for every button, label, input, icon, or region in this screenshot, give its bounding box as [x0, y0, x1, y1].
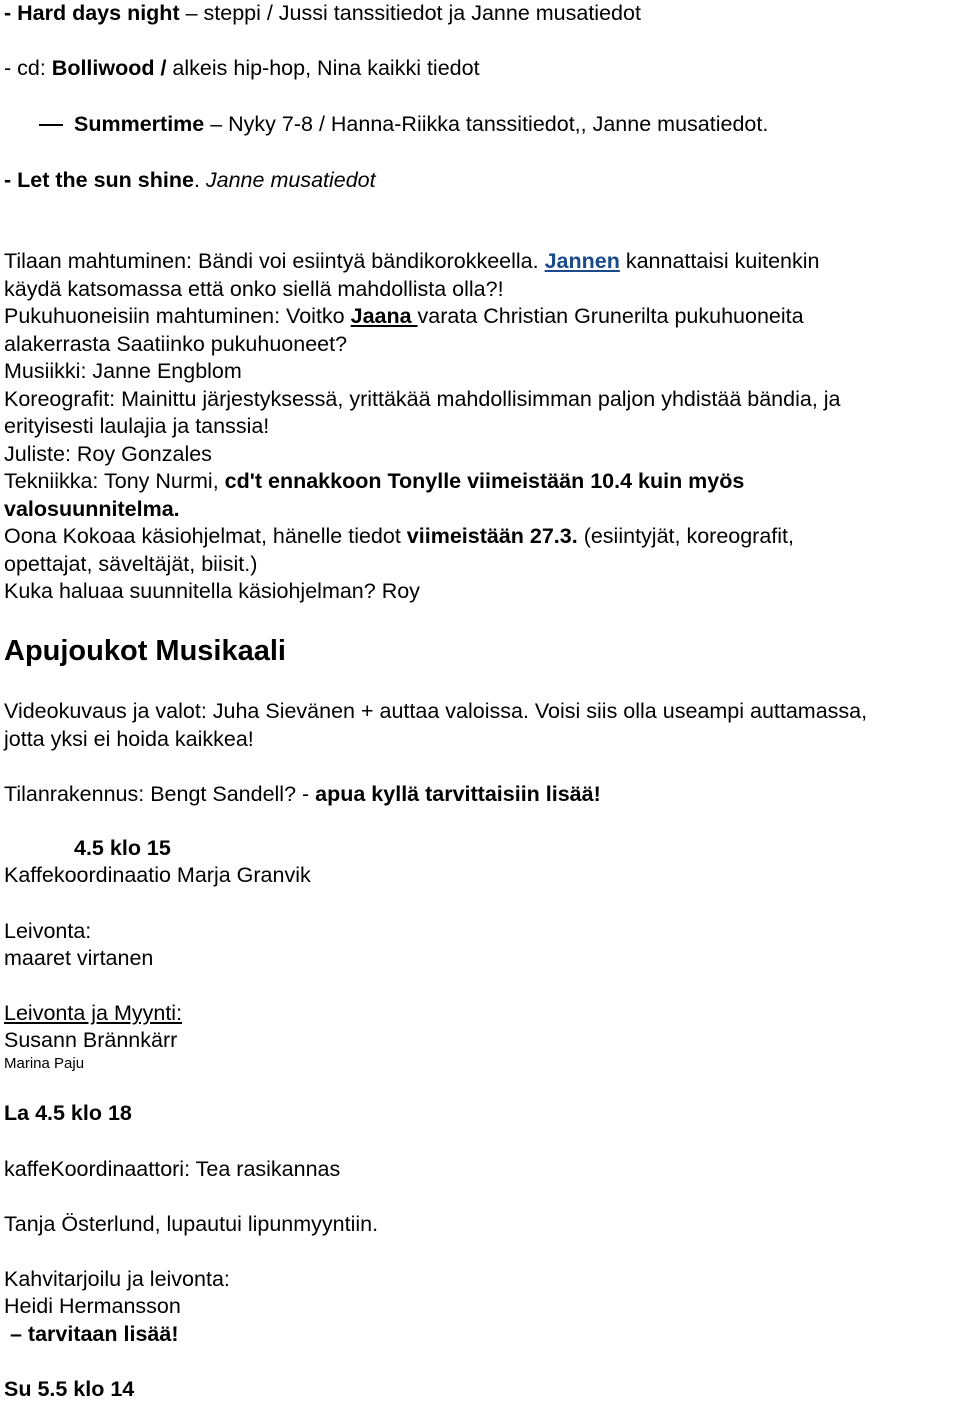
- text: Pukuhuoneisiin mahtuminen: Voitko: [4, 304, 351, 328]
- line-tekniikka: [4, 467, 744, 495]
- line-juliste: [4, 440, 212, 468]
- line-date-su-5-5: [4, 1375, 134, 1403]
- line-valosuunnitelma: [4, 495, 180, 523]
- date: La 4.5 klo 18: [4, 1101, 132, 1125]
- text: (esiintyjät, koreografit,: [577, 524, 794, 548]
- line-tarvitaan: [4, 1320, 178, 1348]
- line-koreografit: [4, 385, 841, 413]
- text: Kaffekoordinaatio Marja Granvik: [4, 863, 311, 887]
- line-erityisesti: [4, 412, 269, 440]
- line-kaffekoordinaatio: [4, 861, 311, 889]
- name-jannen: Jannen: [544, 249, 620, 273]
- text: maaret virtanen: [4, 946, 154, 970]
- line-alakerrasta: [4, 330, 347, 358]
- item-detail: – steppi / Jussi tanssitiedot ja Janne musatiedot: [179, 1, 641, 25]
- line-date-4-5: [74, 834, 171, 862]
- line-marina: [4, 1054, 84, 1074]
- line-maaret: [4, 944, 153, 972]
- text: erityisesti laulajia ja tanssia!: [4, 414, 270, 438]
- text: Tanja Österlund, lupautui lipunmyyntiin.: [4, 1212, 379, 1236]
- text: Oona Kokoaa käsiohjelmat, hänelle tiedot: [4, 524, 407, 548]
- line-oona-kokoaa: [4, 522, 794, 550]
- item-title: - Let the sun shine: [4, 168, 194, 192]
- line-hard-days-night: [4, 0, 641, 27]
- text: opettajat, säveltäjät, biisit.): [4, 552, 258, 576]
- item-punct: .: [193, 168, 200, 192]
- bold-text: valosuunnitelma.: [4, 497, 180, 521]
- text: Tilaan mahtuminen: Bändi voi esiintyä bändikorokkeella.: [4, 249, 545, 273]
- line-summertime: [0, 110, 960, 138]
- line-susann: [4, 1026, 177, 1054]
- item-prefix: - cd:: [4, 56, 52, 80]
- time: klo 15: [109, 836, 171, 860]
- text: kaffeKoordinaattori: Tea rasikannas: [4, 1157, 341, 1181]
- text: Tilanrakennus: Bengt Sandell? -: [4, 782, 316, 806]
- text: Leivonta:: [4, 919, 92, 943]
- line-videokuvaus: [4, 697, 867, 725]
- bold-text: viimeistään 27.3.: [406, 524, 578, 548]
- text: Marina Paju: [4, 1055, 85, 1072]
- text: kannattaisi kuitenkin: [619, 249, 820, 273]
- text: Tekniikka: Tony Nurmi,: [4, 469, 225, 493]
- text: Heidi Hermansson: [4, 1294, 181, 1318]
- section-heading: Apujoukot Musikaali: [4, 635, 286, 667]
- line-heidi: [4, 1292, 181, 1320]
- line-tilanrakennus: [4, 780, 601, 808]
- date: 4.5: [74, 836, 104, 860]
- line-let-the-sun-shine: [4, 166, 376, 194]
- date: Su 5.5 klo 14: [4, 1377, 135, 1401]
- list-dash-marker: [39, 124, 63, 126]
- line-pukuhuoneisiin: [4, 302, 804, 330]
- line-bolliwood: [4, 54, 480, 82]
- item-detail: Janne musatiedot: [199, 168, 376, 192]
- line-kuka-haluaa: [4, 577, 420, 605]
- line-jotta-yksi: [4, 725, 254, 753]
- bold-text: cd't ennakkoon Tonylle viimeistään 10.4 kuin myös: [224, 469, 745, 493]
- text: Koreografit: Mainittu järjestyksessä, yrittäkää mahdollisimman paljon yhdistää bändia, ja: [4, 387, 841, 411]
- text: Videokuvaus ja valot: Juha Sievänen + auttaa valoissa. Voisi siis olla useampi auttamassa,: [4, 699, 868, 723]
- line-tilaan-mahtuminen: [4, 247, 819, 275]
- line-date-la-4-5: [4, 1099, 132, 1127]
- bold-text: apua kyllä tarvittaisiin lisää!: [315, 782, 601, 806]
- text: käydä katsomassa että onko siellä mahdollista olla?!: [4, 277, 504, 301]
- text: Kuka haluaa suunnitella käsiohjelman? Roy: [4, 579, 420, 603]
- text: alakerrasta Saatiinko pukuhuoneet?: [4, 332, 348, 356]
- text: jotta yksi ei hoida kaikkea!: [4, 727, 254, 751]
- line-kahvitarjoilu: [4, 1265, 230, 1293]
- text: Musiikki: Janne Engblom: [4, 359, 242, 383]
- item-detail: alkeis hip-hop, Nina kaikki tiedot: [166, 56, 480, 80]
- item-detail: – Nyky 7-8 / Hanna-Riikka tanssitiedot,, Janne musatiedot.: [204, 112, 769, 136]
- item-title: Bolliwood /: [51, 56, 167, 80]
- text: Kahvitarjoilu ja leivonta:: [4, 1267, 230, 1291]
- line-leivonta-label: [4, 917, 91, 945]
- line-kayda-katsomassa: [4, 275, 504, 303]
- bold-text: – tarvitaan lisää!: [4, 1322, 179, 1346]
- line-kaffekoordinaattori: [4, 1155, 340, 1183]
- line-opettajat: [4, 550, 257, 578]
- item-title: Summertime: [74, 112, 205, 136]
- name-jaana: Jaana: [350, 304, 418, 328]
- text: Juliste: Roy Gonzales: [4, 442, 212, 466]
- line-tanja: [4, 1210, 378, 1238]
- text: varata Christian Grunerilta pukuhuoneita: [417, 304, 804, 328]
- line-leivonta-myynti: [4, 999, 182, 1027]
- text: Leivonta ja Myynti:: [4, 1001, 183, 1025]
- line-musiikki: [4, 357, 242, 385]
- text: Susann Brännkärr: [4, 1028, 178, 1052]
- item-title: - Hard days night: [4, 1, 180, 25]
